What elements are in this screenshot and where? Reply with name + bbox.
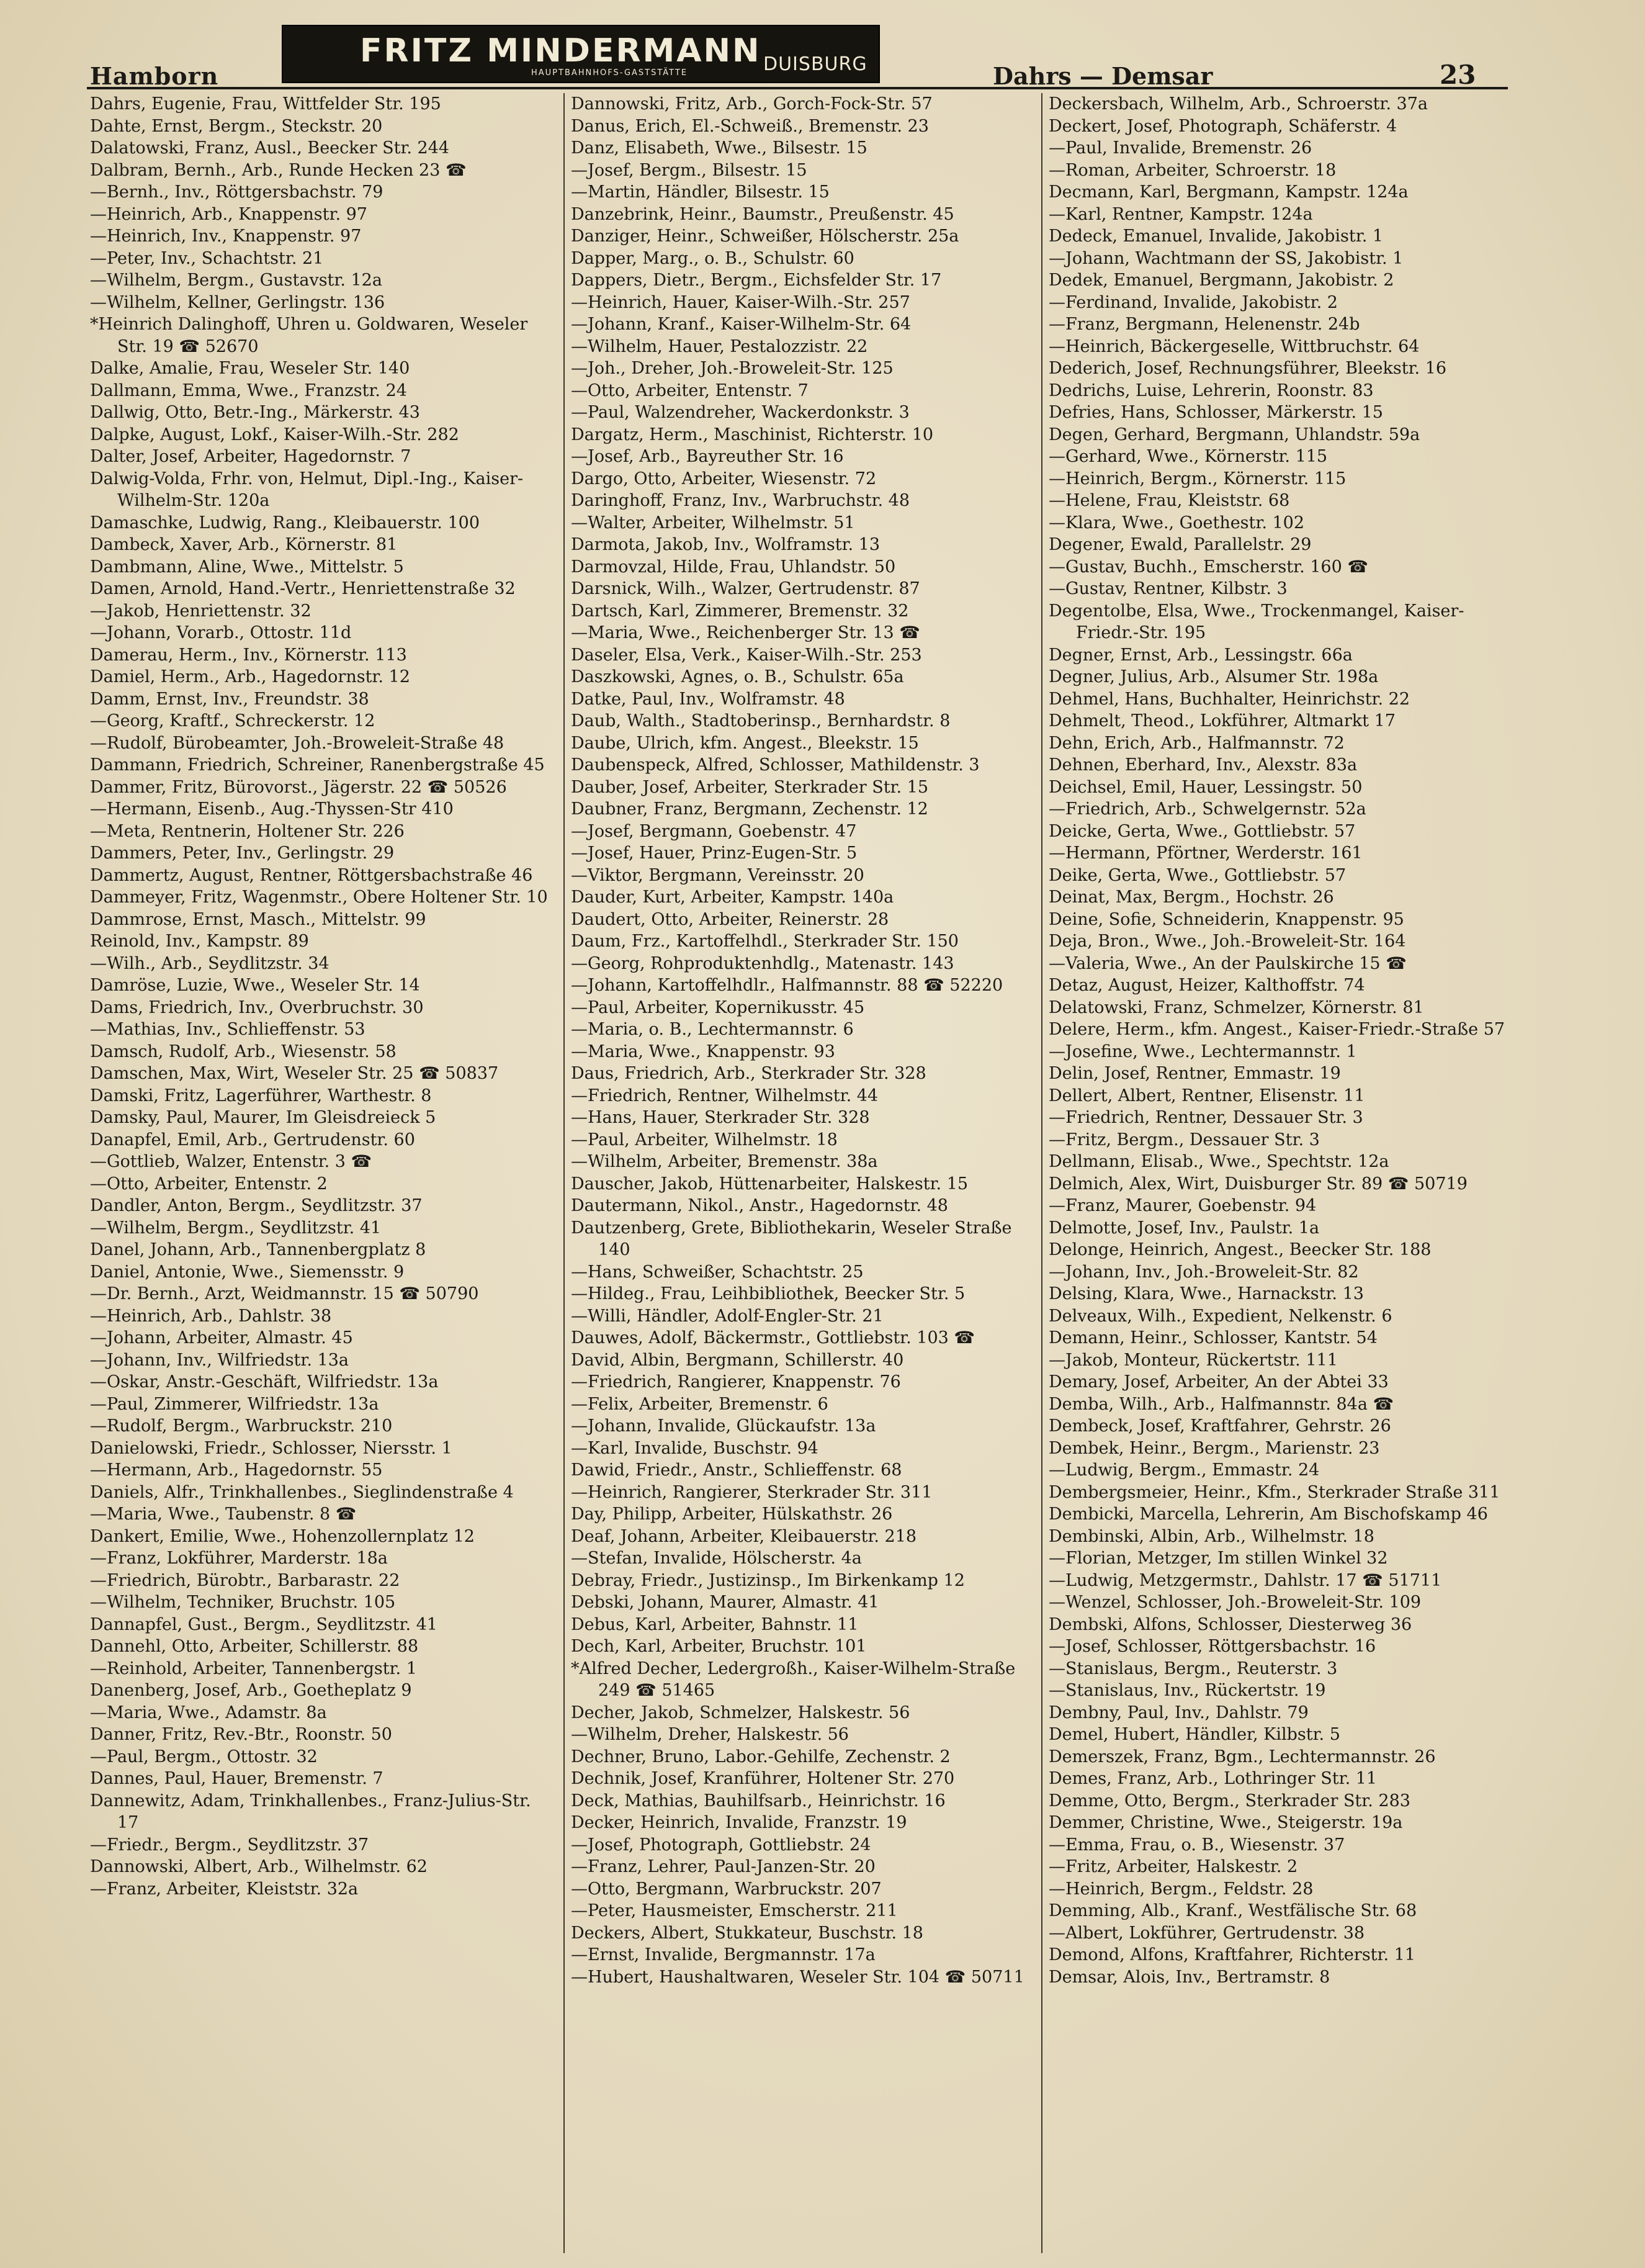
directory-entry: —Franz, Arbeiter, Kleiststr. 32a [90, 1879, 359, 1899]
directory-entry: —Friedrich, Rentner, Dessauer Str. 3 [1049, 1108, 1363, 1127]
directory-entry: Daniels, Alfr., Trinkhallenbes., Sieglindenstraße 4 [90, 1482, 514, 1502]
directory-entry: Degener, Ewald, Parallelstr. 29 [1049, 535, 1312, 554]
directory-entry: —Rudolf, Bergm., Warbruckstr. 210 [90, 1416, 393, 1436]
directory-entry: —Franz, Lehrer, Paul-Janzen-Str. 20 [571, 1857, 876, 1876]
directory-column-1 [90, 93, 549, 2253]
directory-entry: Dedek, Emanuel, Bergmann, Jakobistr. 2 [1049, 271, 1394, 290]
directory-entry: Dammertz, August, Rentner, Röttgersbachstraße 46 [90, 865, 533, 885]
directory-entry: —Peter, Inv., Schachtstr. 21 [90, 248, 324, 268]
directory-entry: —Hermann, Pförtner, Werderstr. 161 [1049, 844, 1363, 863]
directory-entry: Dargo, Otto, Arbeiter, Wiesenstr. 72 [571, 469, 877, 488]
directory-entry: —Hildeg., Frau, Leihbibliothek, Beecker Str. 5 [571, 1284, 966, 1303]
directory-entry: Demel, Hubert, Händler, Kilbstr. 5 [1049, 1725, 1340, 1744]
directory-entry: Demme, Otto, Bergm., Sterkrader Str. 283 [1049, 1791, 1410, 1811]
directory-entry: Daum, Frz., Kartoffelhdl., Sterkrader Str. 150 [571, 932, 959, 951]
directory-entry: Delsing, Klara, Wwe., Harnackstr. 13 [1049, 1284, 1364, 1303]
directory-entry: —Josef, Arb., Bayreuther Str. 16 [571, 447, 844, 466]
directory-entry: Degner, Julius, Arb., Alsumer Str. 198a [1049, 667, 1379, 686]
directory-entry: Datke, Paul, Inv., Wolframstr. 48 [571, 689, 845, 709]
directory-entry: Danz, Elisabeth, Wwe., Bilsestr. 15 [571, 138, 867, 158]
directory-entry: —Meta, Rentnerin, Holtener Str. 226 [90, 821, 405, 841]
directory-entry: —Franz, Bergmann, Helenenstr. 24b [1049, 315, 1360, 334]
directory-entry: Dammer, Fritz, Bürovorst., Jägerstr. 22 ☎ 50526 [90, 777, 507, 797]
directory-entry: Delveaux, Wilh., Expedient, Nelkenstr. 6 [1049, 1306, 1392, 1326]
directory-entry: —Otto, Bergmann, Warbruckstr. 207 [571, 1879, 882, 1899]
directory-entry: Damiel, Herm., Arb., Hagedornstr. 12 [90, 667, 410, 686]
directory-entry: Dambeck, Xaver, Arb., Körnerstr. 81 [90, 535, 398, 554]
directory-entry: Demsar, Alois, Inv., Bertramstr. 8 [1049, 1967, 1330, 1987]
directory-entry: Defries, Hans, Schlosser, Märkerstr. 15 [1049, 403, 1383, 422]
directory-entry: Dankert, Emilie, Wwe., Hohenzollernplatz 12 [90, 1526, 475, 1546]
directory-entry: —Dr. Bernh., Arzt, Weidmannstr. 15 ☎ 50790 [90, 1284, 479, 1303]
directory-entry: —Paul, Arbeiter, Kopernikusstr. 45 [571, 997, 865, 1017]
directory-entry: —Josefine, Wwe., Lechtermannstr. 1 [1049, 1042, 1357, 1061]
directory-entry: *Heinrich Dalinghoff, Uhren u. Goldwaren, Weseler Str. 19 ☎ 52670 [90, 315, 528, 356]
column-divider [1041, 93, 1042, 2253]
directory-entry: —Fritz, Bergm., Dessauer Str. 3 [1049, 1130, 1320, 1150]
directory-entry: Danenberg, Josef, Arb., Goetheplatz 9 [90, 1681, 412, 1700]
directory-entry: —Gustav, Buchh., Emscherstr. 160 ☎ [1049, 557, 1368, 577]
directory-entry: —Franz, Maurer, Goebenstr. 94 [1049, 1196, 1317, 1215]
directory-entry: Danziger, Heinr., Schweißer, Hölscherstr. 25a [571, 227, 959, 246]
directory-entry: Demba, Wilh., Arb., Halfmannstr. 84a ☎ [1049, 1394, 1394, 1414]
directory-entry: —Heinrich, Bäckergeselle, Wittbruchstr. 64 [1049, 336, 1420, 356]
directory-entry: —Johann, Wachtmann der SS, Jakobistr. 1 [1049, 248, 1404, 268]
directory-entry: Dalwig-Volda, Frhr. von, Helmut, Dipl.-Ing., Kaiser-Wilhelm-Str. 120a [90, 469, 524, 510]
directory-entry: Delmotte, Josef, Inv., Paulstr. 1a [1049, 1218, 1320, 1238]
directory-entry: —Johann, Vorarb., Ottostr. 11d [90, 623, 352, 642]
directory-entry: —Maria, Wwe., Knappenstr. 93 [571, 1042, 835, 1061]
directory-entry: —Friedrich, Bürobtr., Barbarastr. 22 [90, 1570, 400, 1590]
directory-entry: Dammrose, Ernst, Masch., Mittelstr. 99 [90, 909, 426, 929]
directory-entry: David, Albin, Bergmann, Schillerstr. 40 [571, 1350, 904, 1370]
directory-entry: —Maria, Wwe., Reichenberger Str. 13 ☎ [571, 623, 920, 642]
directory-entry: —Mathias, Inv., Schlieffenstr. 53 [90, 1020, 365, 1039]
directory-entry: Dallwig, Otto, Betr.-Ing., Märkerstr. 43 [90, 403, 420, 422]
directory-entry: Demes, Franz, Arb., Lothringer Str. 11 [1049, 1769, 1378, 1788]
directory-entry: Dechnik, Josef, Kranführer, Holtener Str. 270 [571, 1769, 955, 1788]
directory-entry: Dalke, Amalie, Frau, Weseler Str. 140 [90, 359, 410, 378]
directory-entry: Dembinski, Albin, Arb., Wilhelmstr. 18 [1049, 1526, 1374, 1546]
directory-entry: Deck, Mathias, Bauhilfsarb., Heinrichstr. 16 [571, 1791, 946, 1811]
directory-entry: —Heinrich, Bergm., Körnerstr. 115 [1049, 469, 1347, 488]
directory-entry: Dehn, Erich, Arb., Halfmannstr. 72 [1049, 733, 1345, 753]
directory-entry: Dannowski, Fritz, Arb., Gorch-Fock-Str. 57 [571, 94, 933, 114]
directory-entry: Dedrichs, Luise, Lehrerin, Roonstr. 83 [1049, 380, 1374, 400]
directory-entry: —Ludwig, Metzgermstr., Dahlstr. 17 ☎ 51711 [1049, 1570, 1442, 1590]
directory-entry: Dams, Friedrich, Inv., Overbruchstr. 30 [90, 997, 424, 1017]
directory-entry: Dammers, Peter, Inv., Gerlingstr. 29 [90, 844, 395, 863]
directory-entry: Dech, Karl, Arbeiter, Bruchstr. 101 [571, 1637, 867, 1656]
directory-entry: —Johann, Arbeiter, Almastr. 45 [90, 1328, 353, 1348]
directory-entry: —Franz, Lokführer, Marderstr. 18a [90, 1549, 388, 1568]
directory-entry: —Joh., Dreher, Joh.-Broweleit-Str. 125 [571, 359, 894, 378]
directory-entry: Dellmann, Elisab., Wwe., Spechtstr. 12a [1049, 1152, 1389, 1171]
directory-entry: Dedeck, Emanuel, Invalide, Jakobistr. 1 [1049, 227, 1384, 246]
directory-entry: Dauder, Kurt, Arbeiter, Kampstr. 140a [571, 888, 894, 907]
directory-entry: —Viktor, Bergmann, Vereinsstr. 20 [571, 865, 864, 885]
directory-entry: —Stefan, Invalide, Hölscherstr. 4a [571, 1549, 862, 1568]
directory-entry: Dahrs, Eugenie, Frau, Wittfelder Str. 195 [90, 94, 441, 114]
directory-entry: Dembergsmeier, Heinr., Kfm., Sterkrader Straße 311 [1049, 1482, 1500, 1502]
directory-entry: —Paul, Invalide, Bremenstr. 26 [1049, 138, 1312, 158]
directory-entry: Dannes, Paul, Hauer, Bremenstr. 7 [90, 1769, 383, 1788]
directory-entry: —Paul, Zimmerer, Wilfriedstr. 13a [90, 1394, 379, 1414]
directory-entry: Dappers, Dietr., Bergm., Eichsfelder Str. 17 [571, 271, 942, 290]
directory-entry: —Paul, Walzendreher, Wackerdonkstr. 3 [571, 403, 910, 422]
directory-entry: —Georg, Rohproduktenhdlg., Matenastr. 143 [571, 953, 954, 973]
directory-entry: —Hermann, Eisenb., Aug.-Thyssen-Str 410 [90, 799, 454, 819]
advertiser-name: FRITZ MINDERMANN [360, 32, 761, 70]
directory-entry: Deckersbach, Wilhelm, Arb., Schroerstr. 37a [1049, 94, 1428, 114]
directory-entry: Dargatz, Herm., Maschinist, Richterstr. 10 [571, 425, 934, 444]
directory-column-2 [571, 93, 1030, 2253]
directory-entry: Dartsch, Karl, Zimmerer, Bremenstr. 32 [571, 601, 909, 621]
directory-entry: Danus, Erich, El.-Schweiß., Bremenstr. 23 [571, 116, 929, 136]
page-header [87, 25, 1508, 89]
directory-entry: Demerszek, Franz, Bgm., Lechtermannstr. 26 [1049, 1747, 1436, 1766]
directory-entry: —Johann, Invalide, Glückaufstr. 13a [571, 1416, 876, 1436]
directory-entry: Degner, Ernst, Arb., Lessingstr. 66a [1049, 645, 1353, 665]
directory-entry: Deike, Gerta, Wwe., Gottliebstr. 57 [1049, 865, 1347, 885]
directory-entry: Deaf, Johann, Arbeiter, Kleibauerstr. 218 [571, 1526, 917, 1546]
directory-entry: Damm, Ernst, Inv., Freundstr. 38 [90, 689, 369, 709]
directory-entry: —Heinrich, Bergm., Feldstr. 28 [1049, 1879, 1314, 1899]
directory-entry: —Albert, Lokführer, Gertrudenstr. 38 [1049, 1923, 1365, 1943]
directory-entry: —Paul, Arbeiter, Wilhelmstr. 18 [571, 1130, 838, 1150]
directory-entry: Daudert, Otto, Arbeiter, Reinerstr. 28 [571, 909, 889, 929]
directory-entry: Darsnick, Wilh., Walzer, Gertrudenstr. 87 [571, 579, 920, 598]
directory-entry: Detaz, August, Heizer, Kalthoffstr. 74 [1049, 976, 1365, 995]
directory-entry: —Felix, Arbeiter, Bremenstr. 6 [571, 1394, 828, 1414]
directory-entry: Danzebrink, Heinr., Baumstr., Preußenstr. 45 [571, 204, 954, 224]
name-range-title: Dahrs — Demsar [993, 62, 1213, 90]
directory-entry: Daszkowski, Agnes, o. B., Schulstr. 65a [571, 667, 904, 686]
directory-entry: —Fritz, Arbeiter, Halskestr. 2 [1049, 1857, 1298, 1876]
directory-entry: Delin, Josef, Rentner, Emmastr. 19 [1049, 1064, 1341, 1083]
column-divider [563, 93, 565, 2253]
directory-entry: Danner, Fritz, Rev.-Btr., Roonstr. 50 [90, 1725, 392, 1744]
directory-entry: —Hans, Hauer, Sterkrader Str. 328 [571, 1108, 870, 1127]
directory-entry: Dehmelt, Theod., Lokführer, Altmarkt 17 [1049, 711, 1396, 731]
directory-entry: Dalter, Josef, Arbeiter, Hagedornstr. 7 [90, 447, 411, 466]
advertisement-banner [283, 26, 879, 82]
directory-entry: Dehmel, Hans, Buchhalter, Heinrichstr. 22 [1049, 689, 1410, 709]
directory-entry: —Georg, Kraftf., Schreckerstr. 12 [90, 711, 375, 731]
directory-entry: —Stanislaus, Inv., Rückertstr. 19 [1049, 1681, 1326, 1700]
directory-entry: —Friedrich, Arb., Schwelgernstr. 52a [1049, 799, 1366, 819]
directory-entry: Deichsel, Emil, Hauer, Lessingstr. 50 [1049, 777, 1363, 797]
directory-entry: Dapper, Marg., o. B., Schulstr. 60 [571, 248, 854, 268]
directory-entry: Daringhoff, Franz, Inv., Warbruchstr. 48 [571, 491, 910, 510]
directory-entry: Danapfel, Emil, Arb., Gertrudenstr. 60 [90, 1130, 415, 1150]
directory-entry: Damaschke, Ludwig, Rang., Kleibauerstr. 100 [90, 513, 480, 533]
directory-entry: Demond, Alfons, Kraftfahrer, Richterstr. 11 [1049, 1945, 1415, 1964]
directory-entry: Decher, Jakob, Schmelzer, Halskestr. 56 [571, 1703, 910, 1722]
directory-entry: Dammann, Friedrich, Schreiner, Ranenbergstraße 45 [90, 755, 545, 775]
directory-entry: Delatowski, Franz, Schmelzer, Körnerstr. 81 [1049, 997, 1424, 1017]
directory-entry: Deine, Sofie, Schneiderin, Knappenstr. 95 [1049, 909, 1404, 929]
directory-entry: Dehnen, Eberhard, Inv., Alexstr. 83a [1049, 755, 1358, 775]
directory-entry: Debus, Karl, Arbeiter, Bahnstr. 11 [571, 1614, 859, 1634]
directory-entry: —Wilhelm, Techniker, Bruchstr. 105 [90, 1593, 396, 1612]
directory-entry: —Josef, Photograph, Gottliebstr. 24 [571, 1835, 871, 1855]
advertiser-city: DUISBURG [763, 53, 867, 75]
directory-entry: —Stanislaus, Bergm., Reuterstr. 3 [1049, 1658, 1338, 1678]
directory-entry: —Heinrich, Rangierer, Sterkrader Str. 311 [571, 1482, 933, 1502]
directory-entry: Danel, Johann, Arb., Tannenbergplatz 8 [90, 1240, 426, 1259]
directory-entry: Dandler, Anton, Bergm., Seydlitzstr. 37 [90, 1196, 423, 1215]
directory-entry: Dannewitz, Adam, Trinkhallenbes., Franz-Julius-Str. 17 [90, 1791, 531, 1832]
directory-entry: Dammeyer, Fritz, Wagenmstr., Obere Holtener Str. 10 [90, 888, 548, 907]
directory-entry: Demmer, Christine, Wwe., Steigerstr. 19a [1049, 1813, 1403, 1832]
directory-entry: Dambmann, Aline, Wwe., Mittelstr. 5 [90, 557, 404, 577]
directory-entry: Damerau, Herm., Inv., Körnerstr. 113 [90, 645, 407, 665]
directory-entry: —Jakob, Monteur, Rückertstr. 111 [1049, 1350, 1338, 1370]
directory-entry: Dalbram, Bernh., Arb., Runde Hecken 23 ☎ [90, 160, 467, 180]
directory-entry: —Hubert, Haushaltwaren, Weseler Str. 104 ☎ 50711 [571, 1967, 1024, 1987]
directory-entry: Dauwes, Adolf, Bäckermstr., Gottliebstr. 103 ☎ [571, 1328, 975, 1348]
directory-entry: —Johann, Kartoffelhdlr., Halfmannstr. 88 ☎ 52220 [571, 976, 1003, 995]
directory-entry: Danielowski, Friedr., Schlosser, Niersstr. 1 [90, 1438, 452, 1458]
directory-entry: Darmovzal, Hilde, Frau, Uhlandstr. 50 [571, 557, 896, 577]
directory-entry: Daub, Walth., Stadtoberinsp., Bernhardstr. 8 [571, 711, 951, 731]
directory-entry: —Wilhelm, Kellner, Gerlingstr. 136 [90, 292, 385, 312]
directory-entry: Dauber, Josef, Arbeiter, Sterkrader Str. 15 [571, 777, 929, 797]
directory-entry: —Wenzel, Schlosser, Joh.-Broweleit-Str. 109 [1049, 1593, 1422, 1612]
directory-entry: Dembny, Paul, Inv., Dahlstr. 79 [1049, 1703, 1309, 1722]
directory-entry: Darmota, Jakob, Inv., Wolframstr. 13 [571, 535, 881, 554]
directory-entry: Dalpke, August, Lokf., Kaiser-Wilh.-Str. 282 [90, 425, 459, 444]
directory-entry: —Karl, Rentner, Kampstr. 124a [1049, 204, 1313, 224]
directory-entry: Reinold, Inv., Kampstr. 89 [90, 932, 309, 951]
directory-entry: —Johann, Inv., Joh.-Broweleit-Str. 82 [1049, 1262, 1359, 1282]
directory-entry: —Wilhelm, Bergm., Seydlitzstr. 41 [90, 1218, 382, 1238]
directory-entry: —Heinrich, Arb., Dahlstr. 38 [90, 1306, 332, 1326]
directory-entry: —Bernh., Inv., Röttgersbachstr. 79 [90, 182, 383, 202]
directory-entry: —Heinrich, Hauer, Kaiser-Wilh.-Str. 257 [571, 292, 910, 312]
directory-entry: —Friedr., Bergm., Seydlitzstr. 37 [90, 1835, 369, 1855]
directory-entry: —Wilhelm, Bergm., Gustavstr. 12a [90, 271, 382, 290]
directory-entry: Dembicki, Marcella, Lehrerin, Am Bischofskamp 46 [1049, 1505, 1488, 1524]
directory-entry: —Klara, Wwe., Goethestr. 102 [1049, 513, 1305, 533]
advertiser-subtitle: HAUPTBAHNHOFS-GASTSTÄTTE [531, 68, 688, 78]
directory-entry: Dawid, Friedr., Anstr., Schlieffenstr. 68 [571, 1460, 902, 1480]
directory-entry: Debski, Johann, Maurer, Almastr. 41 [571, 1593, 879, 1612]
directory-entry: —Josef, Hauer, Prinz-Eugen-Str. 5 [571, 844, 858, 863]
page-number: 23 [1440, 60, 1476, 90]
directory-entry: Dembeck, Josef, Kraftfahrer, Gehrstr. 26 [1049, 1416, 1391, 1436]
directory-entry: —Helene, Frau, Kleiststr. 68 [1049, 491, 1290, 510]
directory-entry: —Otto, Arbeiter, Entenstr. 2 [90, 1174, 328, 1194]
directory-entry: Demann, Heinr., Schlosser, Kantstr. 54 [1049, 1328, 1378, 1348]
directory-entry: Damsky, Paul, Maurer, Im Gleisdreieck 5 [90, 1108, 436, 1127]
directory-entry: Deckers, Albert, Stukkateur, Buschstr. 18 [571, 1923, 923, 1943]
directory-entry: Day, Philipp, Arbeiter, Hülskathstr. 26 [571, 1505, 893, 1524]
directory-entry: —Maria, Wwe., Adamstr. 8a [90, 1703, 327, 1722]
directory-entry: —Josef, Schlosser, Röttgersbachstr. 16 [1049, 1637, 1376, 1656]
directory-entry: Damski, Fritz, Lagerführer, Warthestr. 8 [90, 1086, 432, 1105]
district-title: Hamborn [90, 62, 219, 90]
directory-entry: —Emma, Frau, o. B., Wiesenstr. 37 [1049, 1835, 1345, 1855]
directory-entry: Demming, Alb., Kranf., Westfälische Str. 68 [1049, 1901, 1417, 1920]
directory-entry: Delmich, Alex, Wirt, Duisburger Str. 89 ☎ 50719 [1049, 1174, 1468, 1194]
directory-entry: Delere, Herm., kfm. Angest., Kaiser-Friedr.-Straße 57 [1049, 1020, 1505, 1039]
directory-entry: —Heinrich, Arb., Knappenstr. 97 [90, 204, 367, 224]
directory-entry: —Wilhelm, Dreher, Halskestr. 56 [571, 1725, 849, 1744]
directory-entry: —Wilhelm, Hauer, Pestalozzistr. 22 [571, 336, 868, 356]
directory-entry: —Ferdinand, Invalide, Jakobistr. 2 [1049, 292, 1338, 312]
directory-entry: Dederich, Josef, Rechnungsführer, Bleekstr. 16 [1049, 359, 1447, 378]
directory-entry: —Peter, Hausmeister, Emscherstr. 211 [571, 1901, 898, 1920]
directory-entry: —Reinhold, Arbeiter, Tannenbergstr. 1 [90, 1658, 417, 1678]
directory-entry: Debray, Friedr., Justizinsp., Im Birkenkamp 12 [571, 1570, 965, 1590]
directory-entry: Dallmann, Emma, Wwe., Franzstr. 24 [90, 380, 407, 400]
directory-entry: —Wilhelm, Arbeiter, Bremenstr. 38a [571, 1152, 878, 1171]
directory-entry: —Paul, Bergm., Ottostr. 32 [90, 1747, 318, 1766]
directory-entry: Daniel, Antonie, Wwe., Siemensstr. 9 [90, 1262, 405, 1282]
directory-entry: Daubner, Franz, Bergmann, Zechenstr. 12 [571, 799, 928, 819]
directory-entry: Demary, Josef, Arbeiter, An der Abtei 33 [1049, 1372, 1389, 1392]
directory-entry: Dechner, Bruno, Labor.-Gehilfe, Zechenstr. 2 [571, 1747, 951, 1766]
directory-entry: Daubenspeck, Alfred, Schlosser, Mathildenstr. 3 [571, 755, 980, 775]
directory-entry: Dannehl, Otto, Arbeiter, Schillerstr. 88 [90, 1637, 419, 1656]
directory-entry: Deja, Bron., Wwe., Joh.-Broweleit-Str. 164 [1049, 932, 1406, 951]
directory-entry: —Hermann, Arb., Hagedornstr. 55 [90, 1460, 383, 1480]
directory-entry: Dembek, Heinr., Bergm., Marienstr. 23 [1049, 1438, 1380, 1458]
directory-entry: —Oskar, Anstr.-Geschäft, Wilfriedstr. 13a [90, 1372, 439, 1392]
directory-entry: —Heinrich, Inv., Knappenstr. 97 [90, 227, 362, 246]
directory-entry: Damen, Arnold, Hand.-Vertr., Henriettenstraße 32 [90, 579, 516, 598]
directory-entry: —Florian, Metzger, Im stillen Winkel 32 [1049, 1549, 1388, 1568]
directory-entry: —Friedrich, Rentner, Wilhelmstr. 44 [571, 1086, 879, 1105]
directory-entry: Decmann, Karl, Bergmann, Kampstr. 124a [1049, 182, 1409, 202]
directory-entry: —Walter, Arbeiter, Wilhelmstr. 51 [571, 513, 855, 533]
directory-entry: *Alfred Decher, Ledergroßh., Kaiser-Wilhelm-Straße 249 ☎ 51465 [571, 1658, 1016, 1700]
directory-entry: —Johann, Inv., Wilfriedstr. 13a [90, 1350, 349, 1370]
directory-entry: —Otto, Arbeiter, Entenstr. 7 [571, 380, 809, 400]
directory-entry: Dannowski, Albert, Arb., Wilhelmstr. 62 [90, 1857, 428, 1876]
directory-entry: —Wilh., Arb., Seydlitzstr. 34 [90, 953, 329, 973]
directory-entry: —Maria, o. B., Lechtermannstr. 6 [571, 1020, 854, 1039]
directory-entry: Daseler, Elsa, Verk., Kaiser-Wilh.-Str. 253 [571, 645, 922, 665]
directory-entry: —Rudolf, Bürobeamter, Joh.-Broweleit-Straße 48 [90, 733, 504, 753]
directory-entry: Damsch, Rudolf, Arb., Wiesenstr. 58 [90, 1042, 397, 1061]
directory-entry: Degentolbe, Elsa, Wwe., Trockenmangel, Kaiser-Friedr.-Str. 195 [1049, 601, 1464, 642]
directory-entry: —Josef, Bergm., Bilsestr. 15 [571, 160, 807, 180]
directory-entry: —Ludwig, Bergm., Emmastr. 24 [1049, 1460, 1320, 1480]
directory-entry: —Roman, Arbeiter, Schroerstr. 18 [1049, 160, 1337, 180]
directory-entry: —Gustav, Rentner, Kilbstr. 3 [1049, 579, 1288, 598]
directory-entry: —Gerhard, Wwe., Körnerstr. 115 [1049, 447, 1328, 466]
directory-entry: —Gottlieb, Walzer, Entenstr. 3 ☎ [90, 1152, 372, 1171]
directory-entry: Damröse, Luzie, Wwe., Weseler Str. 14 [90, 976, 420, 995]
directory-entry: Dalatowski, Franz, Ausl., Beecker Str. 244 [90, 138, 450, 158]
directory-column-3 [1049, 93, 1508, 2253]
directory-entry: Dautermann, Nikol., Anstr., Hagedornstr. 48 [571, 1196, 948, 1215]
directory-entry: Damschen, Max, Wirt, Weseler Str. 25 ☎ 50837 [90, 1064, 499, 1083]
directory-entry: —Valeria, Wwe., An der Paulskirche 15 ☎ [1049, 953, 1407, 973]
directory-entry: Dautzenberg, Grete, Bibliothekarin, Weseler Straße 140 [571, 1218, 1012, 1259]
directory-entry: Delonge, Heinrich, Angest., Beecker Str. 188 [1049, 1240, 1432, 1259]
directory-entry: Daus, Friedrich, Arb., Sterkrader Str. 328 [571, 1064, 926, 1083]
directory-entry: Daube, Ulrich, kfm. Angest., Bleekstr. 15 [571, 733, 919, 753]
directory-entry: —Johann, Kranf., Kaiser-Wilhelm-Str. 64 [571, 315, 912, 334]
directory-entry: —Jakob, Henriettenstr. 32 [90, 601, 312, 621]
directory-entry: —Willi, Händler, Adolf-Engler-Str. 21 [571, 1306, 884, 1326]
directory-entry: Dellert, Albert, Rentner, Elisenstr. 11 [1049, 1086, 1365, 1105]
directory-entry: —Friedrich, Rangierer, Knappenstr. 76 [571, 1372, 901, 1392]
directory-entry: —Josef, Bergmann, Goebenstr. 47 [571, 821, 857, 841]
directory-entry: Deicke, Gerta, Wwe., Gottliebstr. 57 [1049, 821, 1356, 841]
directory-entry: —Karl, Invalide, Buschstr. 94 [571, 1438, 818, 1458]
directory-entry: Dahte, Ernst, Bergm., Steckstr. 20 [90, 116, 383, 136]
directory-entry: —Ernst, Invalide, Bergmannstr. 17a [571, 1945, 876, 1964]
directory-entry: —Martin, Händler, Bilsestr. 15 [571, 182, 830, 202]
directory-entry: —Hans, Schweißer, Schachtstr. 25 [571, 1262, 864, 1282]
directory-entry: —Maria, Wwe., Taubenstr. 8 ☎ [90, 1505, 357, 1524]
directory-entry: Decker, Heinrich, Invalide, Franzstr. 19 [571, 1813, 907, 1832]
directory-entry: Dannapfel, Gust., Bergm., Seydlitzstr. 41 [90, 1614, 437, 1634]
directory-entry: Degen, Gerhard, Bergmann, Uhlandstr. 59a [1049, 425, 1420, 444]
directory-entry: Dauscher, Jakob, Hüttenarbeiter, Halskestr. 15 [571, 1174, 969, 1194]
directory-entry: Deckert, Josef, Photograph, Schäferstr. 4 [1049, 116, 1397, 136]
directory-entry: Dembski, Alfons, Schlosser, Diesterweg 36 [1049, 1614, 1412, 1634]
directory-entry: Deinat, Max, Bergm., Hochstr. 26 [1049, 888, 1334, 907]
